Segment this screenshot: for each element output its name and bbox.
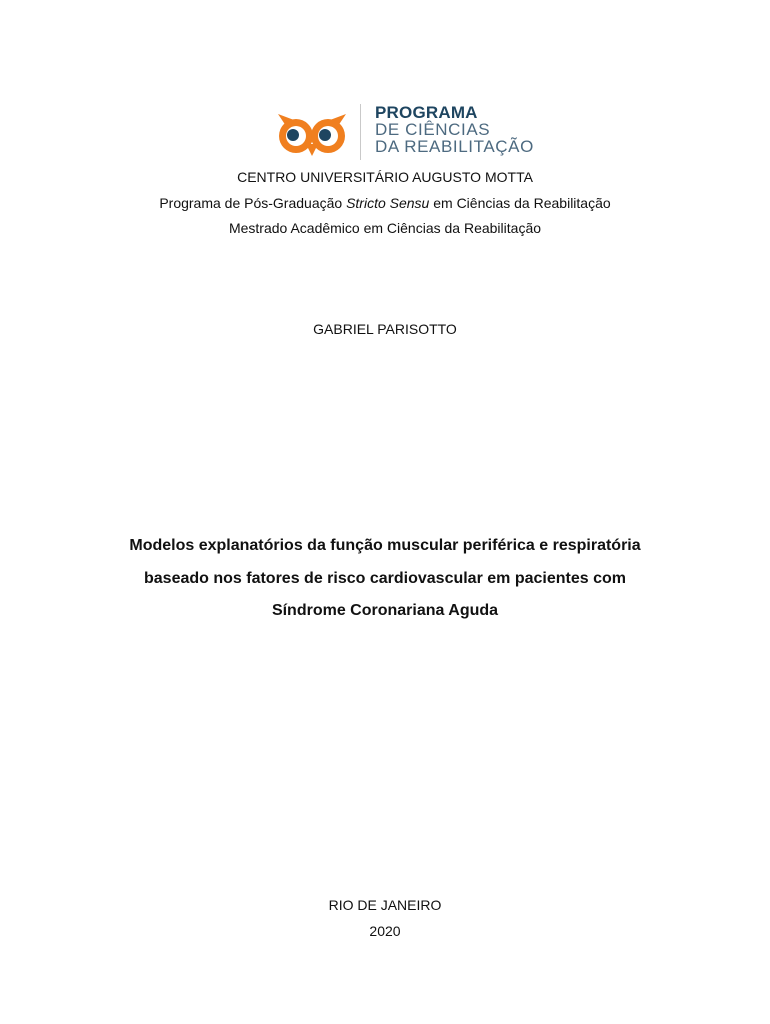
logo-line-3: DA REABILITAÇÃO bbox=[375, 137, 534, 156]
program-italic: Stricto Sensu bbox=[346, 195, 430, 211]
program-logo bbox=[276, 104, 546, 162]
title-line-3: Síndrome Coronariana Aguda bbox=[271, 602, 499, 619]
city: RIO DE JANEIRO bbox=[328, 897, 442, 913]
institution-name: CENTRO UNIVERSITÁRIO AUGUSTO MOTTA bbox=[237, 169, 533, 185]
title-line-2: baseado nos fatores de risco cardiovascular em pacientes com bbox=[144, 570, 626, 587]
title-line-1: Modelos explanatórios da função muscular periférica e respiratória bbox=[129, 537, 641, 554]
logo-line-1: PROGRAMA bbox=[375, 103, 478, 122]
owl-icon bbox=[276, 110, 348, 158]
degree-name: Mestrado Acadêmico em Ciências da Reabilitação bbox=[228, 220, 542, 236]
program-name bbox=[0, 195, 770, 211]
logo-line-2: DE CIÊNCIAS bbox=[375, 120, 491, 139]
author-name: GABRIEL PARISOTTO bbox=[313, 321, 457, 337]
logo-divider bbox=[360, 104, 361, 160]
year: 2020 bbox=[369, 923, 401, 939]
logo-text bbox=[375, 104, 534, 155]
program-suffix: em Ciências da Reabilitação bbox=[429, 195, 611, 211]
program-prefix: Programa de Pós-Graduação bbox=[159, 195, 347, 211]
